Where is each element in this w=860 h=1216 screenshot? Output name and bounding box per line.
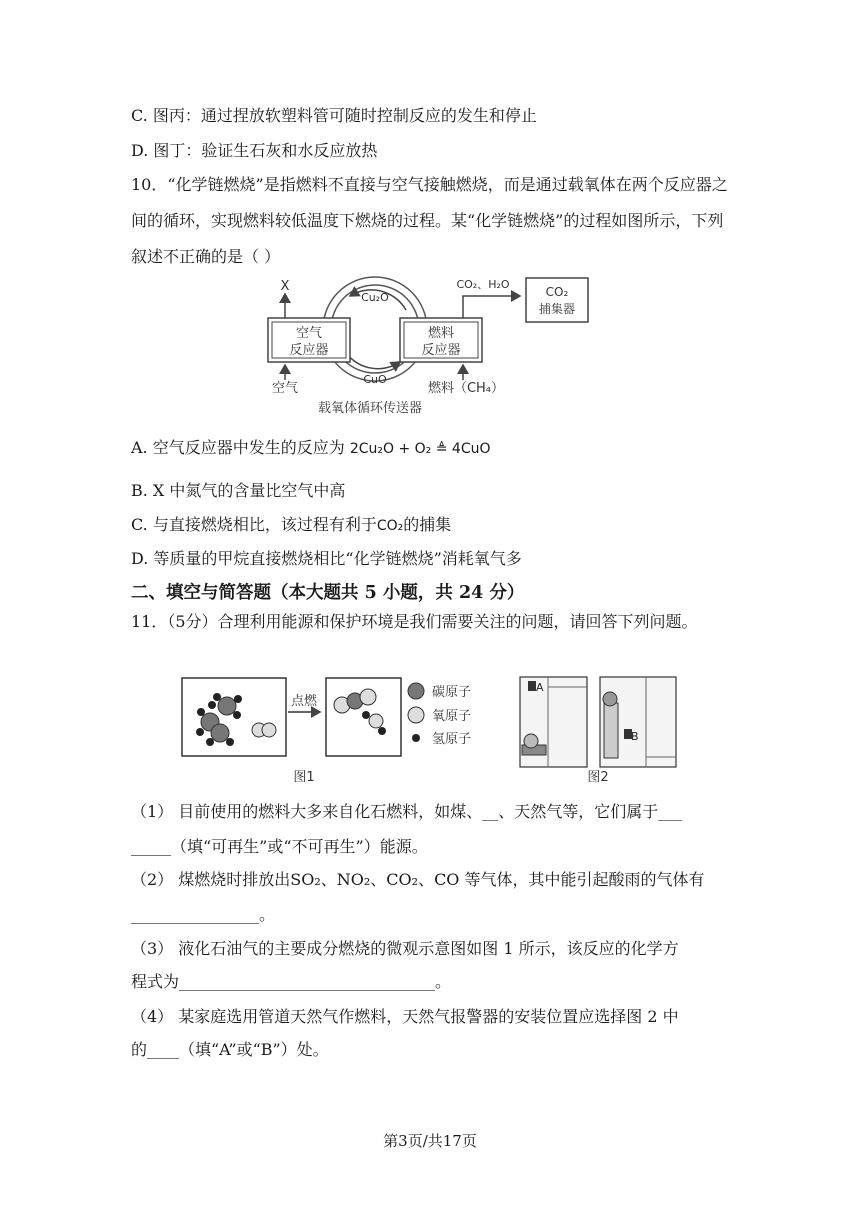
option-10d: D. 等质量的甲烷直接燃烧相比“化学链燃烧”消耗氧气多 [131, 549, 522, 568]
fuel-reactor-label-1: 燃料 [427, 326, 455, 341]
option-9c: C. 图丙：通过捏放软塑料管可随时控制反应的发生和停止 [131, 106, 537, 125]
option-10a-equation: 2Cu₂O + O₂ ≜ 4CuO [349, 441, 491, 457]
figure-1-caption: 图1 [293, 770, 315, 785]
capture-label-1: CO₂ [545, 285, 569, 299]
figure-2 [518, 673, 678, 790]
option-10c-text: C. 与直接燃烧相比，该过程有利于 [131, 515, 377, 534]
q11-part4-line2: 的____（填“A”或“B”）处。 [131, 1040, 329, 1059]
q11-part3-line2: 程式为________________________________。 [131, 972, 452, 991]
air-reactor-label-2: 反应器 [289, 343, 329, 358]
section-heading: 二、填空与简答题（本大题共 5 小题，共 24 分） [131, 583, 525, 603]
label-b: B [631, 730, 639, 743]
air-reactor-label-1: 空气 [295, 326, 323, 341]
label-a: A [536, 681, 544, 694]
q11-part4-line1: （4） 某家庭选用管道天然气作燃料，天然气报警器的安装位置应选择图 2 中 [131, 1007, 679, 1026]
gas-output-label: CO₂、H₂O [456, 278, 510, 291]
option-10a-text: A. 空气反应器中发生的反应为 [131, 438, 350, 457]
option-10c [131, 513, 451, 538]
figure-1 [180, 675, 480, 790]
option-10a [131, 436, 490, 461]
air-input-label: 空气 [271, 381, 299, 396]
q11-part2-line2: ________________。 [131, 905, 276, 924]
question-10-stem: 10．“化学链燃烧”是指燃料不直接与空气接触燃烧，而是通过载氧体在两个反应器之间的循环，实现燃料较低温度下燃烧的过程。某“化学链燃烧”的过程如图所示，下列叙述不正确的是（ ） [131, 175, 728, 266]
option-10c-suffix: 的捕集 [403, 515, 452, 534]
output-x-label: X [280, 279, 290, 294]
legend-carbon: 碳原子 [432, 685, 472, 700]
question-11-stem: 11．（5分）合理利用能源和保护环境是我们需要关注的问题，请回答下列问题。 [131, 612, 698, 631]
legend-oxygen: 氧原子 [432, 709, 472, 724]
carrier-cuo-label: CuO [363, 373, 387, 386]
diagram-caption: 载氧体循环传送器 [317, 401, 423, 416]
carrier-cu2o-label: Cu₂O [361, 291, 389, 304]
option-10c-chem: CO₂ [376, 518, 404, 534]
figure-2-caption: 图2 [587, 770, 609, 785]
option-9d: D. 图丁：验证生石灰和水反应放热 [131, 141, 378, 160]
capture-label-2: 捕集器 [538, 302, 576, 316]
q11-part1-line2: _____（填“可再生”或“不可再生”）能源。 [131, 837, 428, 856]
chemical-looping-diagram [258, 268, 598, 418]
fuel-input-label: 燃料（CH₄） [427, 381, 505, 396]
page-footer: 第3页/共17页 [383, 1132, 477, 1150]
q11-part2-line1: （2） 煤燃烧时排放出SO₂、NO₂、CO₂、CO 等气体，其中能引起酸雨的气体有 [131, 870, 705, 889]
q11-part1-line1: （1） 目前使用的燃料大多来自化石燃料，如煤、__、天然气等，它们属于___ [131, 802, 683, 821]
ignite-label: 点燃 [290, 694, 318, 709]
fuel-reactor-label-2: 反应器 [421, 343, 461, 358]
legend-hydrogen: 氢原子 [432, 732, 472, 747]
q11-part3-line1: （3） 液化石油气的主要成分燃烧的微观示意图如图 1 所示，该反应的化学方 [131, 939, 679, 958]
option-10b: B. X 中氮气的含量比空气中高 [131, 481, 346, 500]
